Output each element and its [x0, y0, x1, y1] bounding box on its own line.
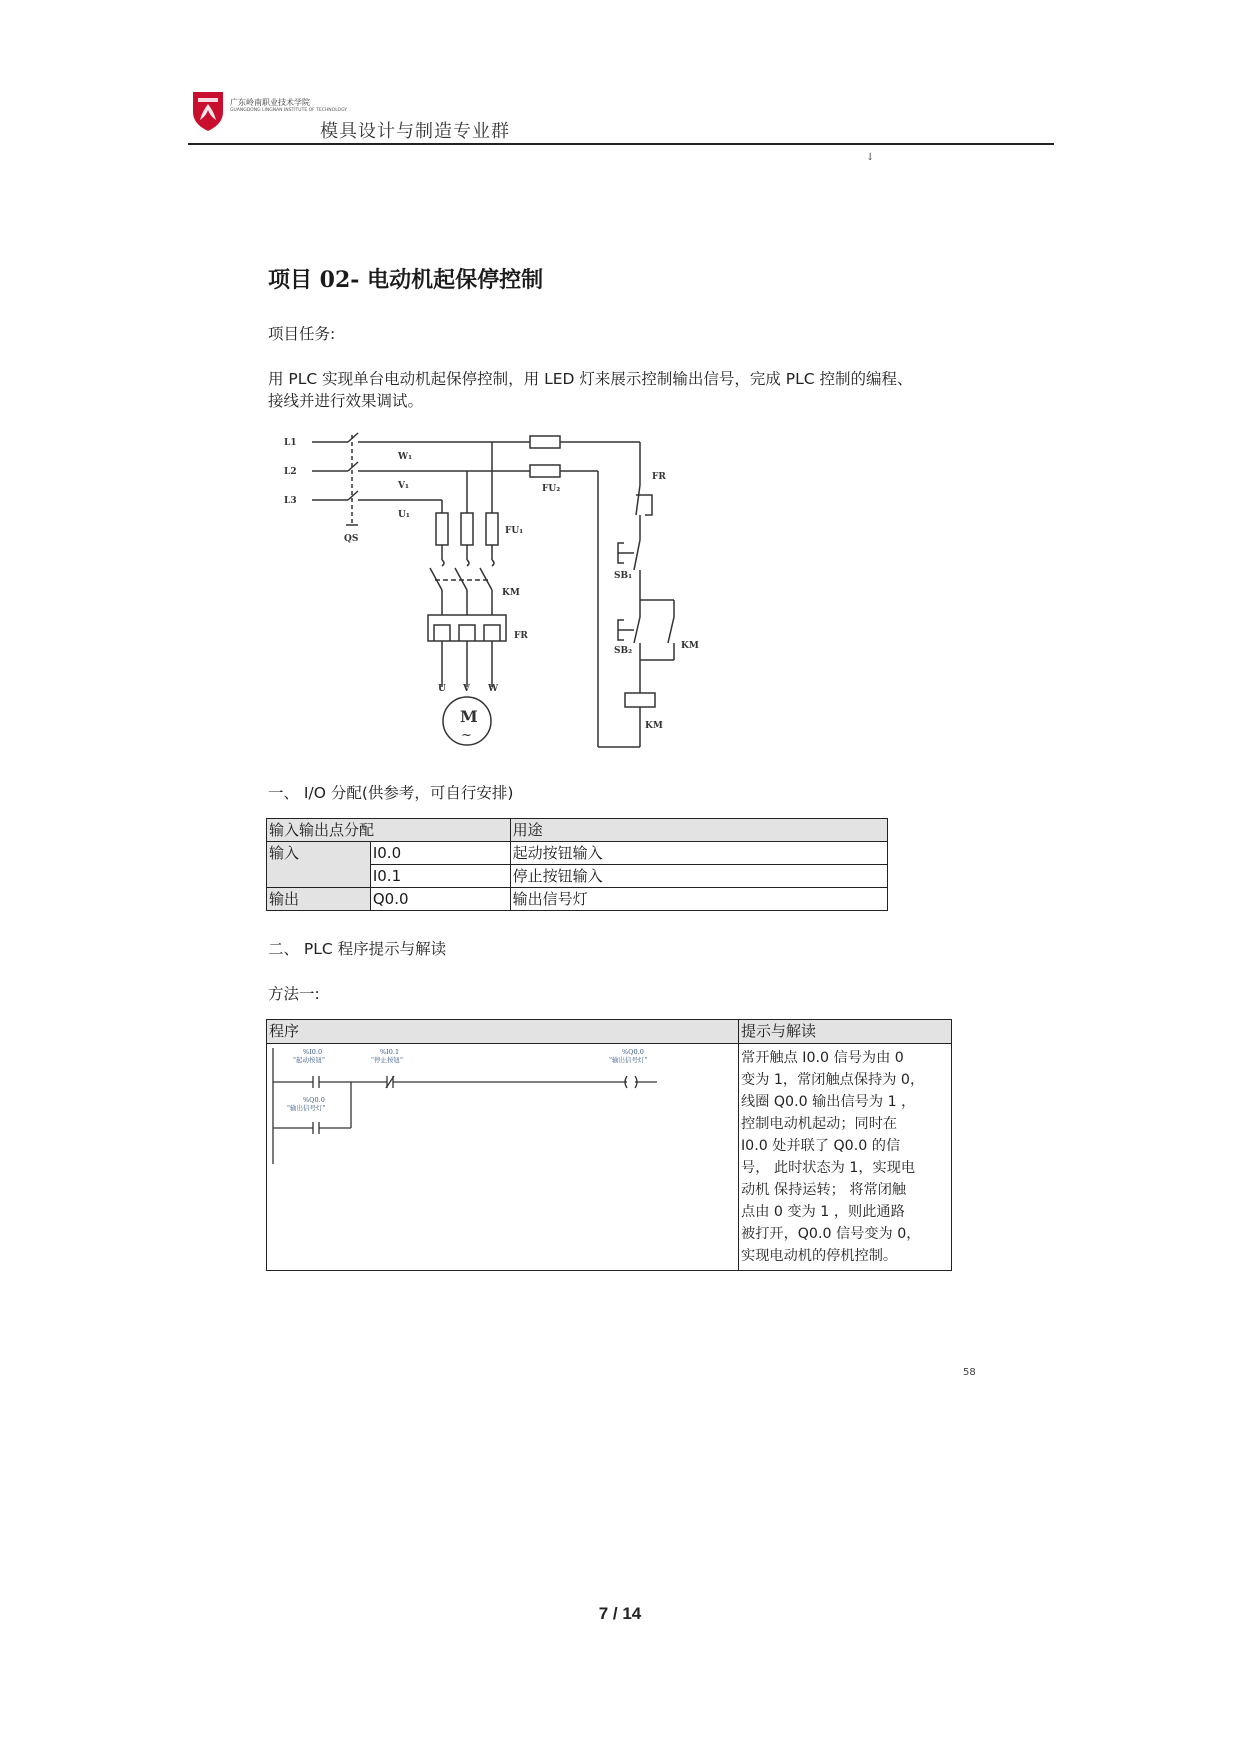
program-table-header	[267, 1020, 951, 1044]
contact3-name: "输出信号灯"	[287, 1104, 326, 1112]
program-table	[266, 1019, 952, 1271]
explanation-line: I0.0 处并联了 Q0.0 的信	[741, 1138, 901, 1154]
label-u: U	[438, 684, 446, 694]
label-km-aux: KM	[681, 641, 699, 651]
paragraph-mark: ↓	[866, 152, 875, 163]
method-label: 方法一:	[268, 985, 320, 1003]
label-fu2: FU₂	[542, 484, 561, 494]
label-sb1: SB₁	[614, 571, 633, 581]
header-group-name: 模具设计与制造专业群	[320, 121, 510, 142]
page-indicator: 7 / 14	[598, 1604, 642, 1623]
table-row	[267, 888, 888, 911]
header-rule	[188, 143, 1054, 145]
explanation-line: 常开触点 I0.0 信号为由 0	[741, 1050, 904, 1066]
label-v: V	[463, 684, 470, 694]
label-l2: L2	[284, 467, 297, 477]
explanation-line: 实现电动机的停机控制。	[741, 1248, 898, 1264]
contact2-address: %I0.1	[380, 1048, 400, 1056]
label-sb2: SB₂	[614, 646, 633, 656]
label-qs: QS	[344, 534, 359, 544]
io-assignment-table	[266, 818, 888, 911]
io-address: I0.1	[370, 865, 510, 888]
io-header-assignment: 输入输出点分配	[267, 819, 511, 842]
label-fr-ctrl: FR	[652, 472, 666, 482]
motor-symbol: M	[460, 707, 478, 726]
io-group-output: 输出	[267, 888, 371, 911]
io-group-input: 输入	[267, 842, 371, 888]
label-km-main: KM	[502, 588, 520, 598]
school-logo	[192, 90, 224, 132]
explanation-line: 变为 1，常闭触点保持为 0，	[741, 1072, 925, 1088]
explanation-line: 被打开，Q0.0 信号变为 0，	[741, 1226, 921, 1242]
school-name-en: GUANGDONG LINGNAN INSTITUTE OF TECHNOLOGY	[230, 108, 348, 113]
coil-address: %Q0.0	[622, 1048, 644, 1056]
school-name: 广东岭南职业技术学院	[230, 98, 310, 107]
program-header: 程序	[269, 1022, 300, 1040]
explanation-line: 点由 0 变为 1 ，则此通路	[741, 1204, 905, 1220]
table-row	[267, 842, 888, 865]
io-address: Q0.0	[370, 888, 510, 911]
io-usage: 输出信号灯	[510, 888, 887, 911]
motor-control-circuit-diagram	[280, 425, 710, 765]
contact1-name: "起动按钮"	[293, 1056, 325, 1064]
ladder-diagram	[267, 1044, 737, 1194]
io-usage: 停止按钮输入	[510, 865, 887, 888]
explanation-line: 控制电动机起动；同时在	[741, 1116, 898, 1132]
page-number: 58	[963, 1367, 976, 1378]
explanation-header: 提示与解读	[741, 1022, 817, 1040]
label-fr-main: FR	[514, 631, 528, 641]
label-w: W	[488, 684, 499, 694]
section1-heading: 一、 I/O 分配(供参考，可自行安排)	[268, 784, 514, 802]
motor-ac-symbol: ~	[461, 728, 472, 743]
explanation-text	[741, 1047, 949, 1267]
label-u1: U₁	[398, 510, 410, 520]
project-title: 项目 02- 电动机起保停控制	[268, 267, 544, 293]
label-l3: L3	[284, 496, 297, 506]
io-table-header-row	[267, 819, 888, 842]
column-divider	[738, 1020, 739, 1270]
explanation-line: 号， 此时状态为 1，实现电	[741, 1160, 916, 1176]
label-v1: V₁	[398, 481, 409, 491]
explanation-line: 线圈 Q0.0 输出信号为 1 ，	[741, 1094, 916, 1110]
io-address: I0.0	[370, 842, 510, 865]
label-km-coil: KM	[645, 721, 663, 731]
explanation-line: 动机 保持运转； 将常闭触	[741, 1182, 907, 1198]
label-fu1: FU₁	[505, 526, 524, 536]
task-text-line2: 接线并进行效果调试。	[268, 392, 424, 410]
section2-heading: 二、 PLC 程序提示与解读	[268, 940, 447, 958]
coil-name: "输出信号灯"	[609, 1056, 648, 1064]
task-label: 项目任务:	[268, 325, 336, 343]
label-w1: W₁	[398, 452, 413, 462]
contact3-address: %Q0.0	[303, 1096, 325, 1104]
label-l1: L1	[284, 438, 297, 448]
io-header-usage: 用途	[510, 819, 887, 842]
contact1-address: %I0.0	[303, 1048, 323, 1056]
io-usage: 起动按钮输入	[510, 842, 887, 865]
contact2-name: "停止按钮"	[371, 1056, 403, 1064]
task-text-line1: 用 PLC 实现单台电动机起保停控制，用 LED 灯来展示控制输出信号，完成 PLC 控制的编程、	[268, 370, 913, 388]
